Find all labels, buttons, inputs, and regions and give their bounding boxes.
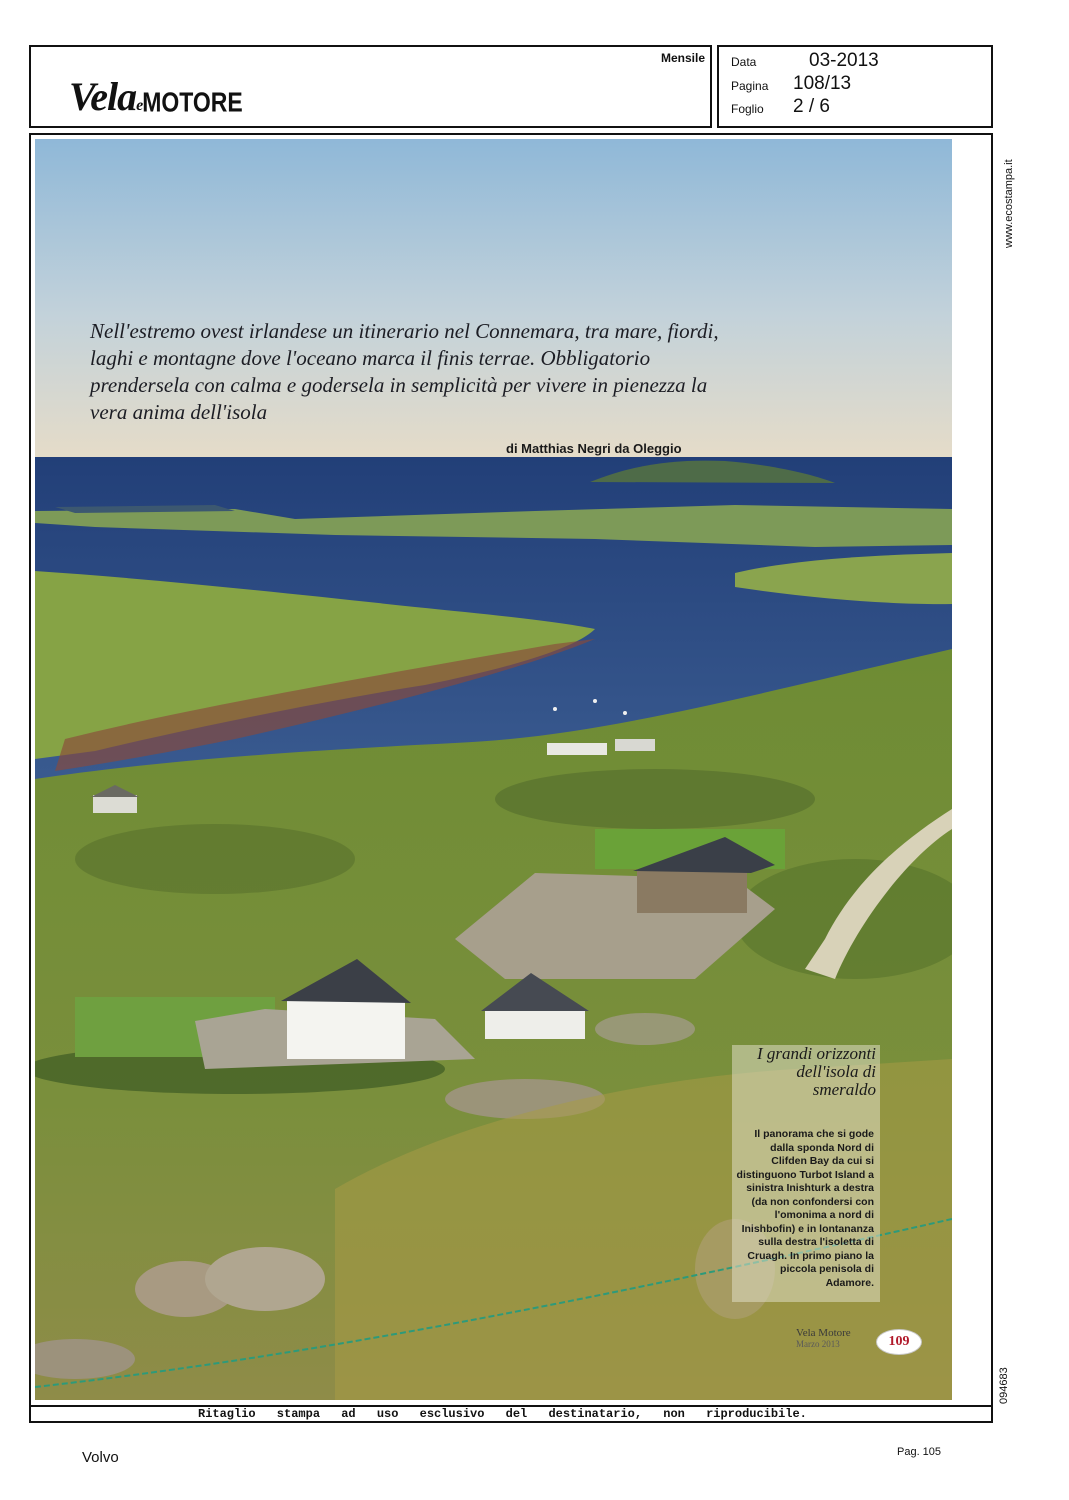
meta-label-foglio: Foglio [731, 102, 764, 116]
header-masthead [29, 45, 712, 128]
header-meta-box [717, 45, 993, 128]
logo-e: e [136, 97, 143, 114]
frequency-label: Mensile [660, 51, 705, 65]
meta-value-data: 03-2013 [809, 50, 879, 71]
meta-value-foglio: 2 / 6 [793, 96, 830, 117]
disclaimer-text: Ritaglio stampa ad uso esclusivo del destinatario, non riproducibile. [198, 1407, 807, 1421]
side-source-url: www.ecostampa.it [1003, 159, 1015, 248]
logo-main: Vela [69, 74, 137, 119]
page-number-badge: 109 [876, 1329, 922, 1355]
side-archive-code: 094683 [998, 1367, 1010, 1404]
caption-title: I grandi orizzonti dell'isola di smeraldo [756, 1044, 876, 1099]
folio-issue-date: Marzo 2013 [796, 1339, 840, 1349]
meta-label-pagina: Pagina [731, 79, 769, 93]
caption-text: Il panorama che si gode dalla sponda Nord di Clifden Bay da cui si distinguono Turbot Island a sinistra Inishturk a destra (da non confondersi con l'omonima a nord di Inishbofin) e in lontananza sulla destra l'isoletta di Cruagh. In primo piano la piccola penisola di Adamore. [736, 1128, 874, 1289]
logo-motore: MOTORE [142, 86, 243, 118]
magazine-logo [69, 73, 243, 120]
article-intro: Nell'estremo ovest irlandese un itinerario nel Connemara, tra mare, fiordi, laghi e montagne dove l'oceano marca il finis terrae. Obbligatorio prendersela con calma e godersela in semplicità per vivere in pienezza la vera anima dell'isola [90, 319, 719, 424]
folio-magazine-name: Vela Motore [796, 1327, 851, 1339]
article-byline: di Matthias Negri da Oleggio [506, 441, 682, 456]
client-name: Volvo [82, 1449, 119, 1466]
meta-value-pagina: 108/13 [793, 73, 852, 94]
meta-label-data: Data [731, 55, 757, 69]
page-number: Pag. 105 [897, 1446, 942, 1458]
